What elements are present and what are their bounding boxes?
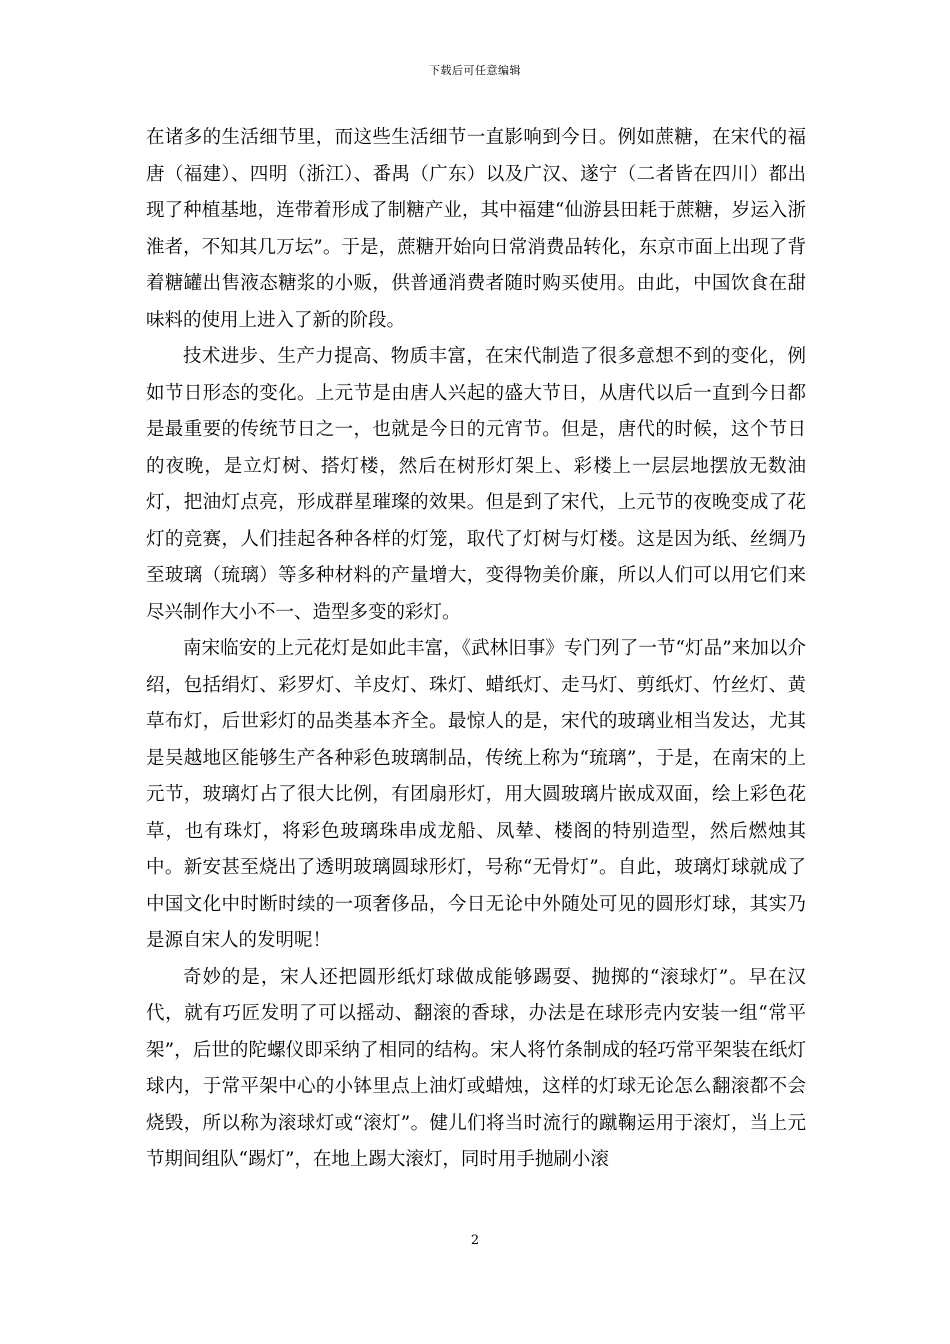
document-body (146, 120, 806, 1179)
page-number: 2 (470, 1233, 480, 1248)
paragraph-3: 南宋临安的上元花灯是如此丰富，《武林旧事》专门列了一节“灯品”来加以介绍，包括绢灯、彩罗灯、羊皮灯、珠灯、蜡纸灯、走马灯、剪纸灯、竹丝灯、黄草布灯，后世彩灯的品类基本齐全。最惊人的是，宋代的玻璃业相当发达，尤其是吴越地区能够生产各种彩色玻璃制品，传统上称为“琉璃”，于是，在南宋的上元节，玻璃灯占了很大比例，有团扇形灯，用大圆玻璃片嵌成双面，绘上彩色花草，也有珠灯，将彩色玻璃珠串成龙船、凤辇、楼阁的特别造型，然后燃烛其中。新安甚至烧出了透明玻璃圆球形灯，号称“无骨灯”。自此，玻璃灯球就成了中国文化中时断时续的一项奢侈品，今日无论中外随处可见的圆形灯球，其实乃是源自宋人的发明呢！ (146, 638, 806, 951)
paragraph-4: 奇妙的是，宋人还把圆形纸灯球做成能够踢耍、抛掷的“滚球灯”。早在汉代，就有巧匠发明了可以摇动、翻滚的香球，办法是在球形壳内安装一组“常平架”，后世的陀螺仪即采纳了相同的结构。宋人将竹条制成的轻巧常平架装在纸灯球内，于常平架中心的小钵里点上油灯或蜡烛，这样的灯球无论怎么翻滚都不会烧毁，所以称为滚球灯或“滚灯”。健儿们将当时流行的蹴鞠运用于滚灯，当上元节期间组队“踢灯”，在地上踢大滚灯，同时用手抛刷小滚 (146, 966, 806, 1170)
page-header: 下载后可任意编辑 (429, 64, 521, 77)
paragraph-2: 技术进步、生产力提高、物质丰富，在宋代制造了很多意想不到的变化，例如节日形态的变化。上元节是由唐人兴起的盛大节日，从唐代以后一直到今日都是最重要的传统节日之一，也就是今日的元宵节。但是，唐代的时候，这个节日的夜晚，是立灯树、搭灯楼，然后在树形灯架上、彩楼上一层层地摆放无数油灯，把油灯点亮，形成群星璀璨的效果。但是到了宋代，上元节的夜晚变成了花灯的竞赛，人们挂起各种各样的灯笼，取代了灯树与灯楼。这是因为纸、丝绸乃至玻璃（琉璃）等多种材料的产量增大，变得物美价廉，所以人们可以用它们来尽兴制作大小不一、造型多变的彩灯。 (146, 346, 806, 623)
paragraph-1: 在诸多的生活细节里，而这些生活细节一直影响到今日。例如蔗糖，在宋代的福唐（福建）、四明（浙江）、番禺（广东）以及广汉、遂宁（二者皆在四川）都出现了种植基地，连带着形成了制糖产业，其中福建“仙游县田耗于蔗糖，岁运入浙淮者，不知其几万坛”。于是，蔗糖开始向日常消费品转化，东京市面上出现了背着糖罐出售液态糖浆的小贩，供普通消费者随时购买使用。由此，中国饮食在甜味料的使用上进入了新的阶段。 (146, 127, 806, 331)
